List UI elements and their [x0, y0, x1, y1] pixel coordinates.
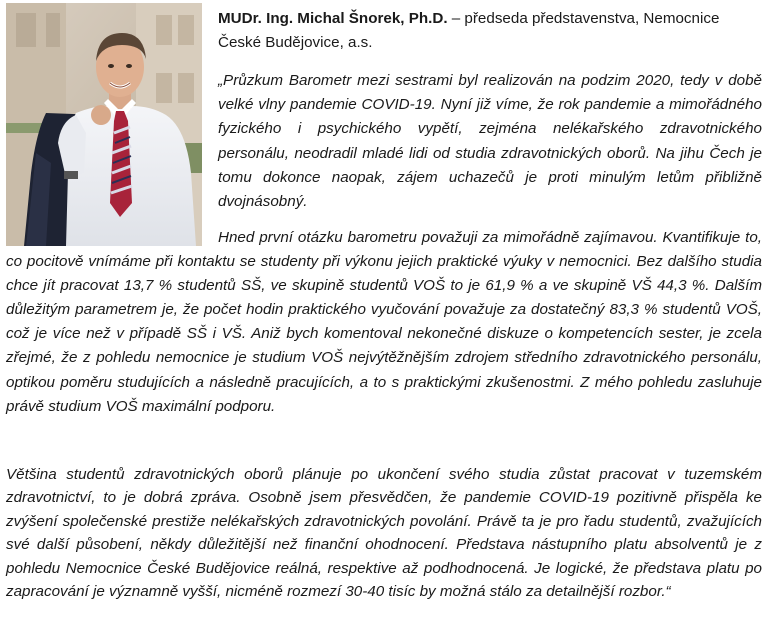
paragraph-3-text: Většina studentů zdravotnických oborů plánuje po ukončení svého studia zůstat pracovat v tuzemském zdravotnictví, to je dobrá zpráva. Osobně jsem přesvědčen, že pandemie COVID-19 pozitivně přispěla ke zvýšení společenské prestiže nelékařských zdravotnických povolání. Právě ta je pro řadu studentů, zvažujících své další působení, někdy důležitější než finanční ohodnocení. Představa nástupního platu absolventů je z pohledu Nemocnice České Budějovice reálná, respektive až podhodnocená. Je logické, že představa platu po zapracování je významně vyšší, nicméně rozmezí 30-40 tisíc by možná stálo za detailnější rozbor.“: [6, 466, 762, 601]
speaker-name: MUDr. Ing. Michal Šnorek, Ph.D.: [218, 10, 448, 27]
paragraph-2-text: Hned první otázku barometru považuji za mimořádně zajímavou. Kvantifikuje to, co pocitově vnímáme při kontaktu se studenty při výkonu jejich praktické výuky v nemocnici. Bez dalšího studia chce jít pracovat 13,7 % studentů SŠ, ve skupině studentů VOŠ to je 61,9 % a ve skupině VŠ 44,3 %. Dalším důležitým parametrem je, že počet hodin praktického vyučování považuje za dostatečný 83,3 % studentů VOŠ, což je více než v případě SŠ i VŠ. Aniž bych komentoval nekonečné diskuze o kompetencích sester, je zcela zřejmé, že z pohledu nemocnice je studium VOŠ nejvýtěžnějším zdrojem středního zdravotnického personálu, optikou poměru studujících a následně pracujících, a to s praktickými zkušenostmi. Z mého pohledu zasluhuje právě studium VOŠ maximální podporu.: [6, 229, 762, 415]
portrait-photo: [6, 3, 202, 246]
paragraph-1-text: „Průzkum Barometr mezi sestrami byl realizován na podzim 2020, tedy v době velké vlny pandemie COVID-19. Nyní již víme, že rok pandemie a mimořádného fyzického i psychického vypětí, zejména nelékařského zdravotnického personálu, neodradil mladé lidi od studia zdravotnických oborů. Na jihu Čech je tomu dokonce naopak, zájem uchazečů je proti minulým letům přibližně dvojnásobný.: [218, 72, 762, 211]
speaker-role: – předseda představenstva, Nemocnice České Budějovice, a.s.: [218, 10, 720, 51]
quote-paragraph-2: [6, 226, 762, 419]
quote-paragraph-1: [218, 69, 762, 214]
speaker-header: [218, 7, 762, 55]
quote-paragraph-3: [6, 463, 762, 603]
